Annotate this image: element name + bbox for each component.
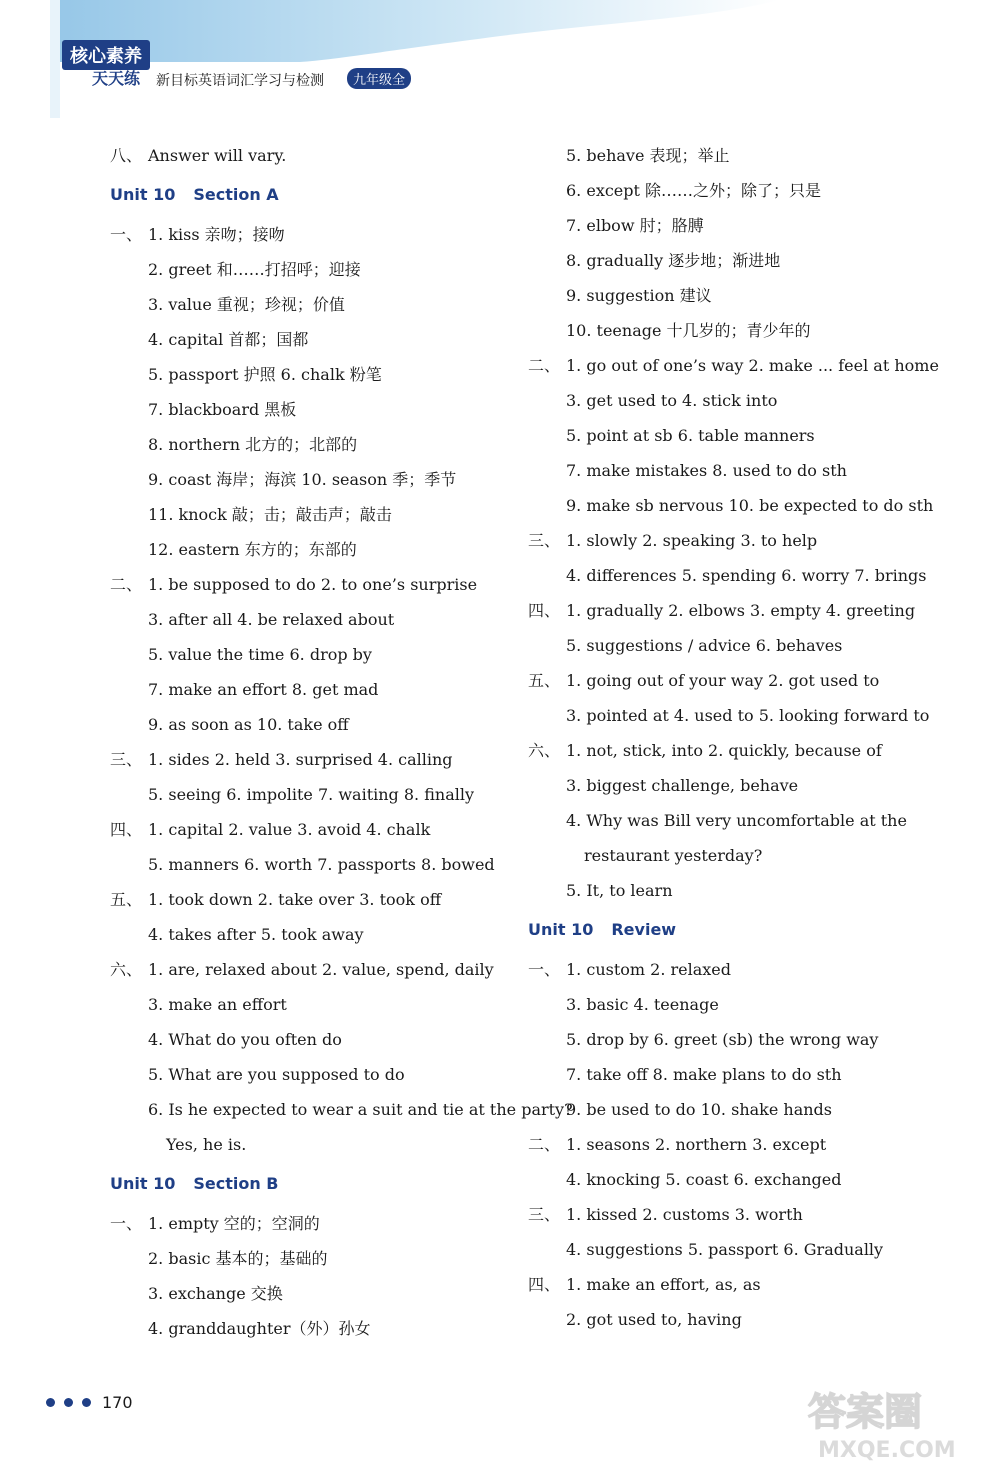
question-number: 二、 [110, 575, 143, 594]
answer-line: 2. basic 基本的；基础的 [148, 1249, 328, 1268]
answer-line: 11. knock 敲；击；敲击声；敲击 [148, 505, 392, 524]
answer-line: 7. make an effort 8. get mad [148, 680, 379, 699]
section-label: Section B [193, 1174, 279, 1193]
answer-column-left [110, 138, 573, 1346]
answer-text: 1. sides 2. held 3. surprised 4. calling [148, 750, 453, 769]
answer-text: 1. be supposed to do 2. to one’s surprise [148, 575, 478, 594]
answer-column-right [528, 138, 948, 1337]
answer-line: 4. capital 首都；国都 [148, 330, 309, 349]
question-number: 八、 [110, 146, 143, 165]
section-heading [110, 173, 530, 217]
answer-line: 3. get used to 4. stick into [566, 391, 778, 410]
answer-text: 1. seasons 2. northern 3. except [566, 1135, 827, 1154]
answer-text: 1. slowly 2. speaking 3. to help [566, 531, 818, 550]
answer-text: 1. custom 2. relaxed [566, 960, 732, 979]
question-number: 六、 [528, 741, 561, 760]
site-watermark [800, 1385, 995, 1463]
question-number: 四、 [528, 1275, 561, 1294]
answer-line: 3. value 重视；珍视；价值 [148, 295, 345, 314]
answer-line: 7. make mistakes 8. used to do sth [566, 461, 847, 480]
answer-group [528, 1197, 948, 1232]
answer-group [528, 523, 948, 558]
answer-text: 1. gradually 2. elbows 3. empty 4. greeting [566, 601, 916, 620]
page-number: 170 [102, 1393, 133, 1412]
question-number: 二、 [528, 356, 561, 375]
answer-line: 4. takes after 5. took away [148, 925, 364, 944]
answer-line: 10. teenage 十几岁的；青少年的 [566, 321, 811, 340]
series-title: 核心素养 [62, 40, 150, 70]
answer-line: 7. elbow 肘；胳膊 [566, 216, 704, 235]
answer-line: Yes, he is. [166, 1135, 247, 1154]
answer-group [528, 1127, 948, 1162]
question-number: 五、 [528, 671, 561, 690]
answer-text: 1. are, relaxed about 2. value, spend, daily [148, 960, 494, 979]
question-number: 二、 [528, 1135, 561, 1154]
answer-line: 5. seeing 6. impolite 7. waiting 8. finally [148, 785, 475, 804]
answer-line: 2. greet 和……打招呼；迎接 [148, 260, 361, 279]
answer-line: 8. gradually 逐步地；渐进地 [566, 251, 781, 270]
answer-line: 5. drop by 6. greet (sb) the wrong way [566, 1030, 879, 1049]
answer-line: 6. Is he expected to wear a suit and tie at the party? [148, 1100, 573, 1119]
answer-line: 3. exchange 交换 [148, 1284, 283, 1303]
book-title: 新目标英语词汇学习与检测 [156, 73, 324, 89]
answer-line: 4. Why was Bill very uncomfortable at the [566, 811, 907, 830]
answer-group [110, 1206, 530, 1241]
answer-line: 12. eastern 东方的；东部的 [148, 540, 357, 559]
answer-line: 3. basic 4. teenage [566, 995, 719, 1014]
section-label: Review [611, 920, 677, 939]
answer-line: 5. manners 6. worth 7. passports 8. bowed [148, 855, 495, 874]
page-footer [46, 1392, 133, 1412]
answer-line: 7. take off 8. make plans to do sth [566, 1065, 842, 1084]
unit-label: Unit 10 [110, 185, 176, 204]
watermark-logo-text: 答案圈 [808, 1390, 923, 1434]
answer-text: 1. empty 空的；空洞的 [148, 1214, 320, 1233]
section-label: Section A [193, 185, 279, 204]
question-number: 三、 [528, 1205, 561, 1224]
answer-group [110, 742, 530, 777]
answer-group [110, 812, 530, 847]
answer-line: 3. after all 4. be relaxed about [148, 610, 395, 629]
answer-line: 4. knocking 5. coast 6. exchanged [566, 1170, 842, 1189]
answer-line: 6. except 除……之外；除了；只是 [566, 181, 822, 200]
answer-line: 5. point at sb 6. table manners [566, 426, 815, 445]
header-brand [0, 0, 500, 120]
section-heading [528, 908, 948, 952]
answer-text: 1. going out of your way 2. got used to [566, 671, 880, 690]
section-heading [110, 1162, 530, 1206]
answer-line: 4. What do you often do [148, 1030, 342, 1049]
answer-line: 9. coast 海岸；海滨 10. season 季；季节 [148, 470, 457, 489]
answer-line: 2. got used to, having [566, 1310, 742, 1329]
answer-text: Answer will vary. [148, 146, 287, 165]
answer-group [528, 593, 948, 628]
answer-line: 8. northern 北方的；北部的 [148, 435, 358, 454]
answer-group [110, 138, 530, 173]
answer-line: 4. suggestions 5. passport 6. Gradually [566, 1240, 884, 1259]
answer-line: 5. What are you supposed to do [148, 1065, 405, 1084]
answer-line: 9. make sb nervous 10. be expected to do sth [566, 496, 934, 515]
answer-group [110, 882, 530, 917]
answer-line: 5. behave 表现；举止 [566, 146, 730, 165]
answer-text: 1. make an effort, as, as [566, 1275, 761, 1294]
question-number: 一、 [110, 1214, 143, 1233]
unit-label: Unit 10 [110, 1174, 176, 1193]
question-number: 三、 [110, 750, 143, 769]
answer-line: 9. be used to do 10. shake hands [566, 1100, 833, 1119]
answer-line: 3. biggest challenge, behave [566, 776, 799, 795]
question-number: 五、 [110, 890, 143, 909]
question-number: 四、 [528, 601, 561, 620]
question-number: 六、 [110, 960, 143, 979]
answer-text: 1. not, stick, into 2. quickly, because of [566, 741, 882, 760]
answer-group [528, 952, 948, 987]
footer-dot-icon [64, 1398, 73, 1407]
question-number: 一、 [528, 960, 561, 979]
answer-text: 1. go out of one’s way 2. make ... feel at home [566, 356, 939, 375]
answer-group [110, 217, 530, 252]
answer-group [528, 348, 948, 383]
answer-group [110, 567, 530, 602]
answer-line: 4. differences 5. spending 6. worry 7. brings [566, 566, 927, 585]
question-number: 四、 [110, 820, 143, 839]
question-number: 一、 [110, 225, 143, 244]
answer-line: 4. granddaughter（外）孙女 [148, 1319, 371, 1338]
unit-label: Unit 10 [528, 920, 594, 939]
question-number: 三、 [528, 531, 561, 550]
answer-text: 1. kiss 亲吻；接吻 [148, 225, 285, 244]
answer-group [528, 733, 948, 768]
answer-line: 7. blackboard 黑板 [148, 400, 297, 419]
answer-line: 3. pointed at 4. used to 5. looking forward to [566, 706, 930, 725]
answer-line: restaurant yesterday? [584, 846, 763, 865]
answer-line: 5. passport 护照 6. chalk 粉笔 [148, 365, 382, 384]
series-subtitle: 天天练 [92, 69, 141, 88]
answer-text: 1. kissed 2. customs 3. worth [566, 1205, 803, 1224]
answer-line: 9. as soon as 10. take off [148, 715, 349, 734]
grade-badge: 九年级全 [347, 68, 411, 89]
answer-group [110, 952, 530, 987]
answer-line: 5. It, to learn [566, 881, 673, 900]
answer-line: 9. suggestion 建议 [566, 286, 712, 305]
answer-text: 1. took down 2. take over 3. took off [148, 890, 442, 909]
answer-line: 5. value the time 6. drop by [148, 645, 372, 664]
answer-line: 5. suggestions / advice 6. behaves [566, 636, 843, 655]
answer-group [528, 1267, 948, 1302]
watermark-url-text: MXQE.COM [818, 1438, 956, 1463]
footer-dot-icon [82, 1398, 91, 1407]
answer-line: 3. make an effort [148, 995, 287, 1014]
footer-dot-icon [46, 1398, 55, 1407]
answer-text: 1. capital 2. value 3. avoid 4. chalk [148, 820, 431, 839]
answer-group [528, 663, 948, 698]
